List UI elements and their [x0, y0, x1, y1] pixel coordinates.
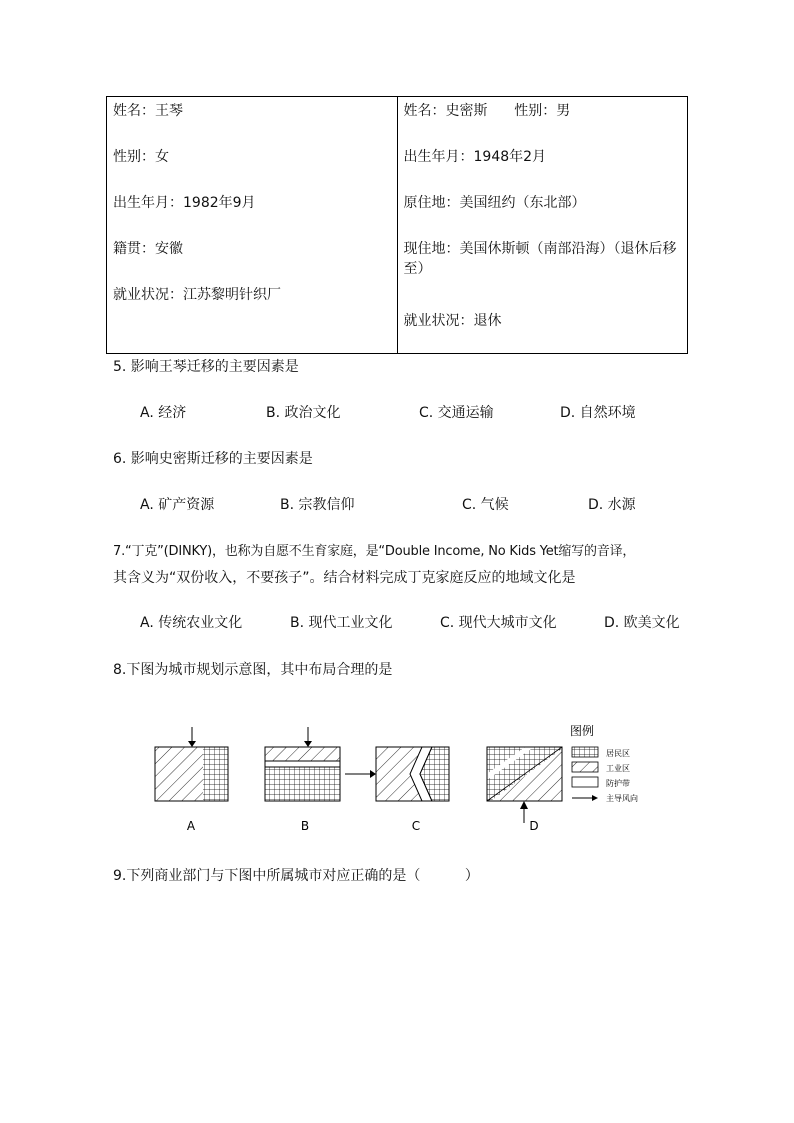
legend-buffer: 防护带: [606, 779, 630, 788]
question-6: 6. 影响史密斯迁移的主要因素是: [113, 451, 313, 467]
q7-option-a[interactable]: A. 传统农业文化: [140, 615, 243, 631]
table-cell-smith: [397, 97, 688, 354]
label-b: B: [300, 819, 310, 833]
q6-option-c[interactable]: C. 气候: [462, 497, 509, 513]
wangqin-gender: 性别：女: [113, 149, 169, 165]
layout-c: [345, 747, 449, 801]
q7-option-c[interactable]: C. 现代大城市文化: [440, 615, 557, 631]
wangqin-origin: 籍贯：安徽: [113, 241, 183, 257]
q5-option-a[interactable]: A. 经济: [140, 405, 187, 421]
city-planning-diagram: [140, 715, 670, 840]
label-c: C: [411, 819, 421, 833]
legend-industrial: 工业区: [606, 764, 630, 773]
smith-birth: 出生年月：1948年2月: [403, 149, 547, 165]
smith-current: 现住地：美国休斯顿（南部沿海）（退休后移至）: [403, 241, 677, 277]
layout-a: [155, 727, 228, 801]
label-d: D: [529, 819, 539, 833]
wangqin-job: 就业状况：江苏黎明针织厂: [113, 287, 281, 303]
q5-option-c[interactable]: C. 交通运输: [419, 405, 494, 421]
label-a: A: [186, 819, 196, 833]
legend-title: 图例: [570, 724, 595, 738]
q7-option-d[interactable]: D. 欧美文化: [604, 615, 680, 631]
q7-option-b[interactable]: B. 现代工业文化: [290, 615, 393, 631]
smith-origin: 原住地：美国纽约（东北部）: [403, 195, 586, 211]
table-cell-wangqin: [107, 97, 398, 354]
wangqin-birth: 出生年月：1982年9月: [113, 195, 256, 211]
layout-b: [265, 727, 340, 801]
question-9: 9.下列商业部门与下图中所属城市对应正确的是（ ）: [113, 868, 479, 884]
legend-residential: 居民区: [606, 749, 630, 758]
layout-d: [487, 747, 562, 823]
q6-option-d[interactable]: D. 水源: [588, 497, 636, 513]
smith-name-gender: 姓名：史密斯 性别：男: [403, 103, 571, 119]
legend: [570, 723, 638, 803]
question-8: 8.下图为城市规划示意图，其中布局合理的是: [113, 662, 393, 678]
wangqin-name: 姓名：王琴: [113, 103, 183, 119]
legend-industrial-swatch: [572, 762, 598, 772]
question-7-line-2: 其含义为“双份收入，不要孩子”。结合材料完成丁克家庭反应的地域文化是: [113, 570, 576, 586]
legend-wind: 主导风向: [606, 794, 638, 803]
q5-option-b[interactable]: B. 政治文化: [266, 405, 341, 421]
q6-option-a[interactable]: A. 矿产资源: [140, 497, 215, 513]
legend-residential-swatch: [572, 747, 598, 757]
legend-buffer-swatch: [572, 777, 598, 787]
question-7-line-1: 7.“丁克”(DINKY)，也称为自愿不生育家庭，是“Double Income, No Kids Yet缩写的音译，: [113, 544, 636, 559]
q5-option-d[interactable]: D. 自然环境: [560, 405, 636, 421]
info-table: [106, 96, 688, 354]
smith-job: 就业状况：退休: [403, 313, 502, 329]
q6-option-b[interactable]: B. 宗教信仰: [280, 497, 355, 513]
question-5: 5. 影响王琴迁移的主要因素是: [113, 359, 299, 375]
